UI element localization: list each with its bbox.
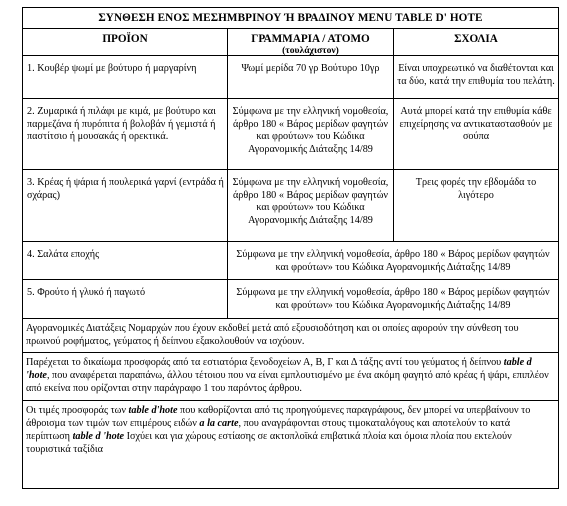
table-row: [22, 99, 559, 170]
note-3-text-c: , που αναγράφονται στους τιμοκαταλόγους και αποτελούν το κατά περίπτωση: [26, 418, 511, 442]
row4-product: 4. Σαλάτα εποχής: [23, 242, 228, 279]
table-row: [22, 280, 559, 319]
row3-comments: Τρεις φορές την εβδομάδα το λιγότερο: [415, 177, 537, 201]
notes-row-1: [22, 319, 559, 353]
note-paragraph-3: [23, 401, 558, 456]
table-row: [22, 56, 559, 99]
note-3-text-a: Οι τιμές προσφοράς των: [26, 405, 129, 416]
table-title: ΣΥΝΘΕΣΗ ΕΝΟΣ ΜΕΣΗΜΒΡΙΝΟΥ Ή ΒΡΑΔΙΝΟΥ MENU TABLE D' HOTE: [98, 12, 483, 24]
table-title-row: [22, 7, 559, 29]
row5-product: 5. Φρούτο ή γλυκό ή παγωτό: [23, 280, 228, 318]
notes-row-2: [22, 353, 559, 401]
header-grams-sub: (τουλάχιστον): [282, 45, 339, 55]
row3-grams: Σύμφωνα με την ελληνική νομοθεσία, άρθρο 180 « Βάρος μερίδων φαγητών και φρούτων» του Κώδικα Αγορανομικής Διάταξης 14/89: [228, 170, 394, 241]
note-2-text-b: , που αναφέρεται παραπάνω, άλλου τέτοιου που να είναι εμπλουτισμένο με ένα ακόμη φαγητό από κρέας ή ψάρι, επιπλέον από εκείνα που ορίζονται στην παράγραφο 1 του παρόντος άρθρου.: [26, 370, 549, 394]
header-grams: [228, 29, 394, 55]
row2-comments: Αυτά μπορεί κατά την επιθυμία κάθε επιχείρησης να αντικαταστασθούν με σούπα: [399, 106, 553, 143]
note-3-italic-3: table d 'hote: [72, 431, 125, 442]
row1-grams: Ψωμί μερίδα 70 γρ Βούτυρο 10γρ: [228, 56, 394, 98]
table-row: [22, 242, 559, 280]
note-paragraph-2: [23, 353, 558, 395]
row1-comments: Είναι υποχρεωτικό να διαθέτονται και τα δύο, κατά την επιθυμία του πελάτη.: [397, 63, 555, 87]
note-paragraph-1: Αγορανομικές Διατάξεις Νομαρχών που έχουν εκδοθεί μετά από εξουσιοδότηση και οι οποίες αφορούν την σύνθεση του πρωινού ροφήματος, γεύματος ή δείπνου εξακολουθούν να ισχύουν.: [26, 323, 519, 347]
menu-table: [22, 7, 559, 489]
note-3-italic-2: a la carte: [199, 418, 239, 429]
header-grams-label: ΓΡΑΜΜΑΡΙΑ / ΑΤΟΜΟ: [251, 33, 370, 45]
row5-merged: Σύμφωνα με την ελληνική νομοθεσία, άρθρο 180 « Βάρος μερίδων φαγητών και φρούτων» του Κώδικα Αγορανομικής Διάταξης 14/89: [236, 287, 550, 311]
note-3-text-d: Ισχύει και για χώρους εστίασης σε ακτοπλοϊκά επιβατικά πλοία και όμοια πλοία που εκτελούν τουριστικά ταξίδια: [26, 431, 512, 455]
notes-row-3: [22, 401, 559, 489]
note-3-italic-1: table d'hote: [128, 405, 178, 416]
note-2-italic: table d 'hote: [26, 357, 532, 381]
note-3-text-b: που καθορίζονται από τις προηγούμενες παραγράφους, δεν μπορεί να υπερβαίνουν το άθροισμα των τιμών των επιμέρους ειδών: [26, 405, 531, 429]
note-2-text-a: Παρέχεται το δικαίωμα προσφοράς από τα εστιατόρια ξενοδοχείων Α, Β, Γ και Δ τάξης αντί του γεύματος ή δείπνου: [26, 357, 504, 368]
table-row: [22, 170, 559, 242]
header-comments: ΣΧΟΛΙΑ: [454, 33, 498, 45]
row2-product: 2. Ζυμαρικά ή πιλάφι με κιμά, με βούτυρο και παρμεζάνα ή πυρόπιτα ή βολοβάν ή γεμιστά ή παστίτσιο ή μουσακάς ή ορεκτικά.: [23, 99, 228, 169]
row3-product: 3. Κρέας ή ψάρια ή πουλερικά γαρνί (εντράδα ή σχάρας): [23, 170, 228, 241]
header-row: [22, 29, 559, 56]
row1-product: 1. Κουβέρ ψωμί με βούτυρο ή μαργαρίνη: [23, 56, 228, 98]
row4-merged: Σύμφωνα με την ελληνική νομοθεσία, άρθρο 180 « Βάρος μερίδων φαγητών και φρούτων» του Κώδικα Αγορανομικής Διάταξης 14/89: [236, 249, 550, 273]
header-product: ΠΡΟΪΟΝ: [23, 29, 228, 55]
row2-grams: Σύμφωνα με την ελληνική νομοθεσία, άρθρο 180 « Βάρος μερίδων φαγητών και φρούτων» του Κώδικα Αγορανομικής Διάταξης 14/89: [228, 99, 394, 169]
